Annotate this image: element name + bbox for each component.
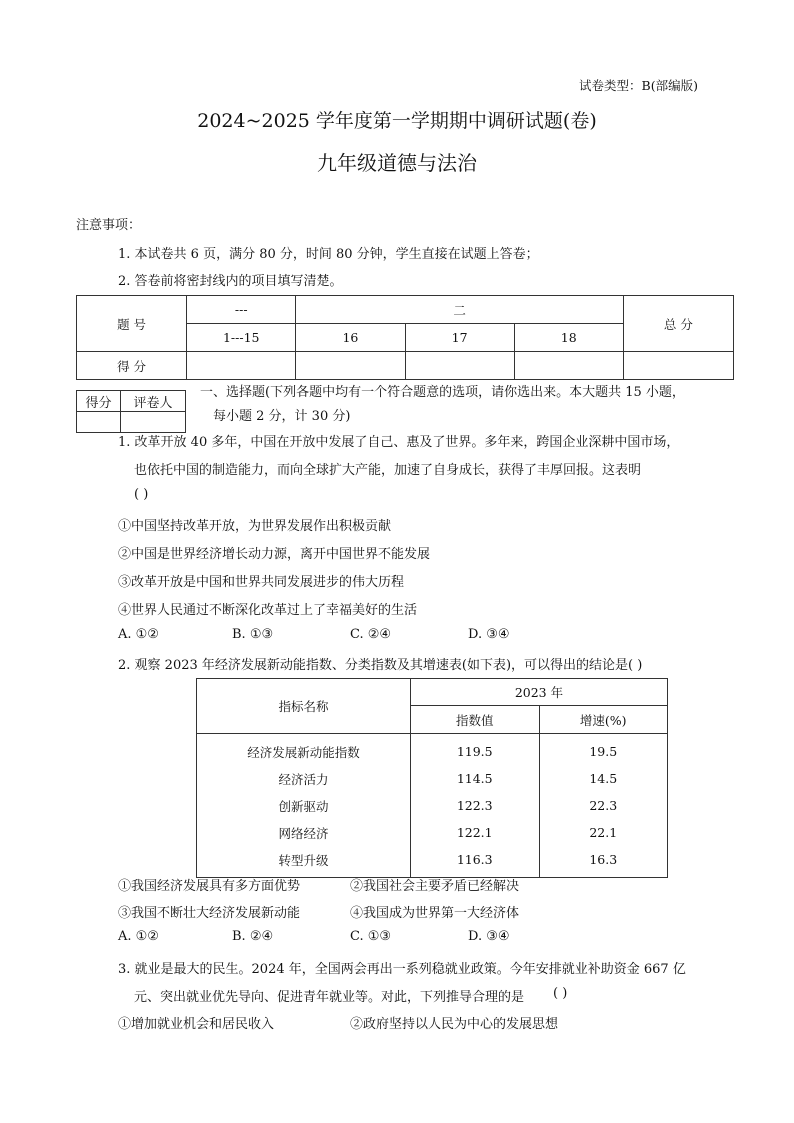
q1-statement: ④世界人民通过不断深化改革过上了幸福美好的生活 [118, 603, 418, 618]
paper-type-label: 试卷类型：B(部编版) [579, 78, 698, 93]
q1-option-c[interactable]: C. ②④ [350, 627, 392, 642]
notice-item: 2. 答卷前将密封线内的项目填写清楚。 [118, 274, 343, 289]
table-cell-index: 122.1 [410, 819, 539, 846]
q2-option-c[interactable]: C. ①③ [350, 929, 392, 944]
grader-score-label: 得分 [77, 391, 121, 412]
q1-stem-line: 1. 改革开放 40 多年，中国在开放中发展了自己、惠及了世界。多年来，跨国企业深耕中国市场， [118, 435, 680, 450]
q3-statement: ②政府坚持以人民为中心的发展思想 [350, 1017, 559, 1032]
table-cell-growth: 16.3 [539, 846, 668, 878]
q2-statement: ②我国社会主要矛盾已经解决 [350, 879, 520, 894]
q1-option-b[interactable]: B. ①③ [232, 627, 274, 642]
notice-heading: 注意事项： [76, 218, 142, 233]
table-cell-growth: 22.3 [539, 792, 668, 819]
q3-stem-line: 元、突出就业优先导向、促进青年就业等。对此，下列推导合理的是 [134, 990, 525, 1005]
sub-header: 18 [514, 324, 623, 352]
sub-header: 17 [405, 324, 514, 352]
q3-answer-blank: ( ) [553, 986, 568, 1001]
q1-stem-line: 也依托中国的制造能力，而向全球扩大产能，加速了自身成长，获得了丰厚回报。这表明 [134, 463, 642, 478]
row-label-score: 得 分 [77, 352, 187, 380]
table-cell-name: 经济发展新动能指数 [197, 734, 411, 766]
score-cell[interactable] [405, 352, 514, 380]
q1-option-a[interactable]: A. ①② [118, 627, 159, 642]
exam-subject: 九年级道德与法治 [317, 151, 477, 175]
table-cell-index: 119.5 [410, 734, 539, 766]
q2-data-table [196, 678, 668, 878]
col-header-name: 指标名称 [197, 679, 411, 734]
q2-statement: ③我国不断壮大经济发展新动能 [118, 906, 301, 921]
grader-table [76, 390, 186, 433]
q1-option-d[interactable]: D. ③④ [468, 627, 510, 642]
grader-score-cell[interactable] [77, 412, 121, 433]
table-cell-growth: 22.1 [539, 819, 668, 846]
table-cell-index: 122.3 [410, 792, 539, 819]
table-cell-name: 转型升级 [197, 846, 411, 878]
section-heading: 一、选择题(下列各题中均有一个符合题意的选项，请你选出来。本大题共 15 小题， 每小题 2 分，计 30 分) [200, 385, 685, 424]
score-cell[interactable] [514, 352, 623, 380]
q2-option-a[interactable]: A. ①② [118, 929, 159, 944]
sub-header: 16 [296, 324, 405, 352]
table-cell-index: 116.3 [410, 846, 539, 878]
sub-header: 1---15 [187, 324, 296, 352]
q2-option-d[interactable]: D. ③④ [468, 929, 510, 944]
table-cell-name: 经济活力 [197, 765, 411, 792]
score-table [76, 295, 734, 380]
grader-name-cell[interactable] [120, 412, 185, 433]
score-cell[interactable] [623, 352, 733, 380]
q2-statement: ④我国成为世界第一大经济体 [350, 906, 520, 921]
q1-answer-blank: ( ) [134, 487, 149, 502]
exam-title: 2024~2025 学年度第一学期期中调研试题(卷) [197, 110, 597, 132]
grader-name-label: 评卷人 [120, 391, 185, 412]
q1-statement: ③改革开放是中国和世界共同发展进步的伟大历程 [118, 575, 405, 590]
part-2-header: 二 [296, 296, 624, 324]
table-cell-name: 创新驱动 [197, 792, 411, 819]
q3-stem-line: 3. 就业是最大的民生。2024 年，全国两会再出一系列稳就业政策。今年安排就业补助资金 667 亿 [118, 962, 686, 977]
table-cell-growth: 14.5 [539, 765, 668, 792]
row-label-question-no: 题 号 [77, 296, 187, 352]
col-header-year: 2023 年 [410, 679, 667, 706]
notice-item: 1. 本试卷共 6 页，满分 80 分，时间 80 分钟，学生直接在试题上答卷； [118, 247, 539, 262]
q2-statement: ①我国经济发展具有多方面优势 [118, 879, 301, 894]
table-cell-index: 114.5 [410, 765, 539, 792]
part-1-header: --- [187, 296, 296, 324]
score-cell[interactable] [296, 352, 405, 380]
col-header-growth: 增速(%) [539, 706, 668, 734]
q2-option-b[interactable]: B. ②④ [232, 929, 274, 944]
q2-stem: 2. 观察 2023 年经济发展新动能指数、分类指数及其增速表(如下表)，可以得出的结论是( ) [118, 658, 643, 673]
q1-statement: ①中国坚持改革开放，为世界发展作出积极贡献 [118, 519, 392, 534]
q3-statement: ①增加就业机会和居民收入 [118, 1017, 275, 1032]
col-header-index: 指数值 [410, 706, 539, 734]
score-cell[interactable] [187, 352, 296, 380]
table-cell-growth: 19.5 [539, 734, 668, 766]
q1-statement: ②中国是世界经济增长动力源，离开中国世界不能发展 [118, 547, 431, 562]
table-cell-name: 网络经济 [197, 819, 411, 846]
total-header: 总 分 [623, 296, 733, 352]
